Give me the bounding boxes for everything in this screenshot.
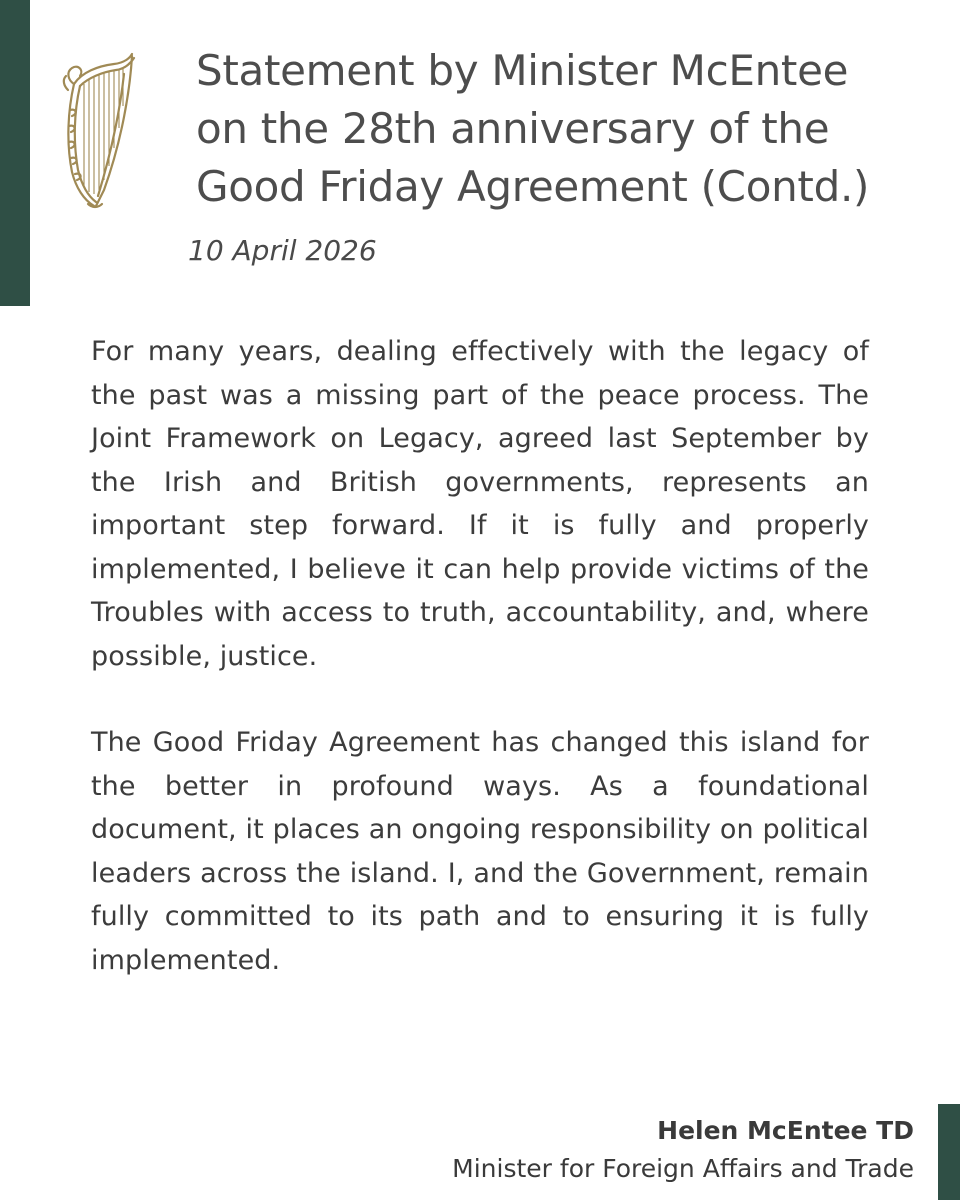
accent-bar-top bbox=[0, 0, 30, 306]
signatory-role: Minister for Foreign Affairs and Trade bbox=[452, 1154, 914, 1183]
title-line: Good Friday Agreement (Contd.) bbox=[196, 162, 870, 211]
statement-date: 10 April 2026 bbox=[188, 234, 377, 267]
body-paragraph: The Good Friday Agreement has changed this island for the better in profound ways. As a foundational document, it places an ongoing responsibility on political leaders across the island. I, and the Government, remain fully committed to its path and to ensuring it is fully implemented. bbox=[91, 727, 869, 976]
title-line: Statement by Minister McEntee bbox=[196, 46, 849, 95]
signatory-name: Helen McEntee TD bbox=[657, 1116, 914, 1145]
title-line: on the 28th anniversary of the bbox=[196, 104, 830, 153]
statement-body bbox=[91, 330, 869, 982]
signature-block bbox=[452, 1112, 914, 1188]
body-paragraph: For many years, dealing effectively with the legacy of the past was a missing part of the peace process. The Joint Framework on Legacy, agreed last September by the Irish and British governments, represents an important step forward. If it is fully and properly implemented, I believe it can help provide victims of the Troubles with access to truth, accountability, and, where possible, justice. bbox=[91, 336, 869, 672]
page-title bbox=[196, 42, 936, 216]
accent-bar-bottom bbox=[938, 1104, 960, 1200]
irish-harp-emblem-icon bbox=[58, 50, 138, 210]
